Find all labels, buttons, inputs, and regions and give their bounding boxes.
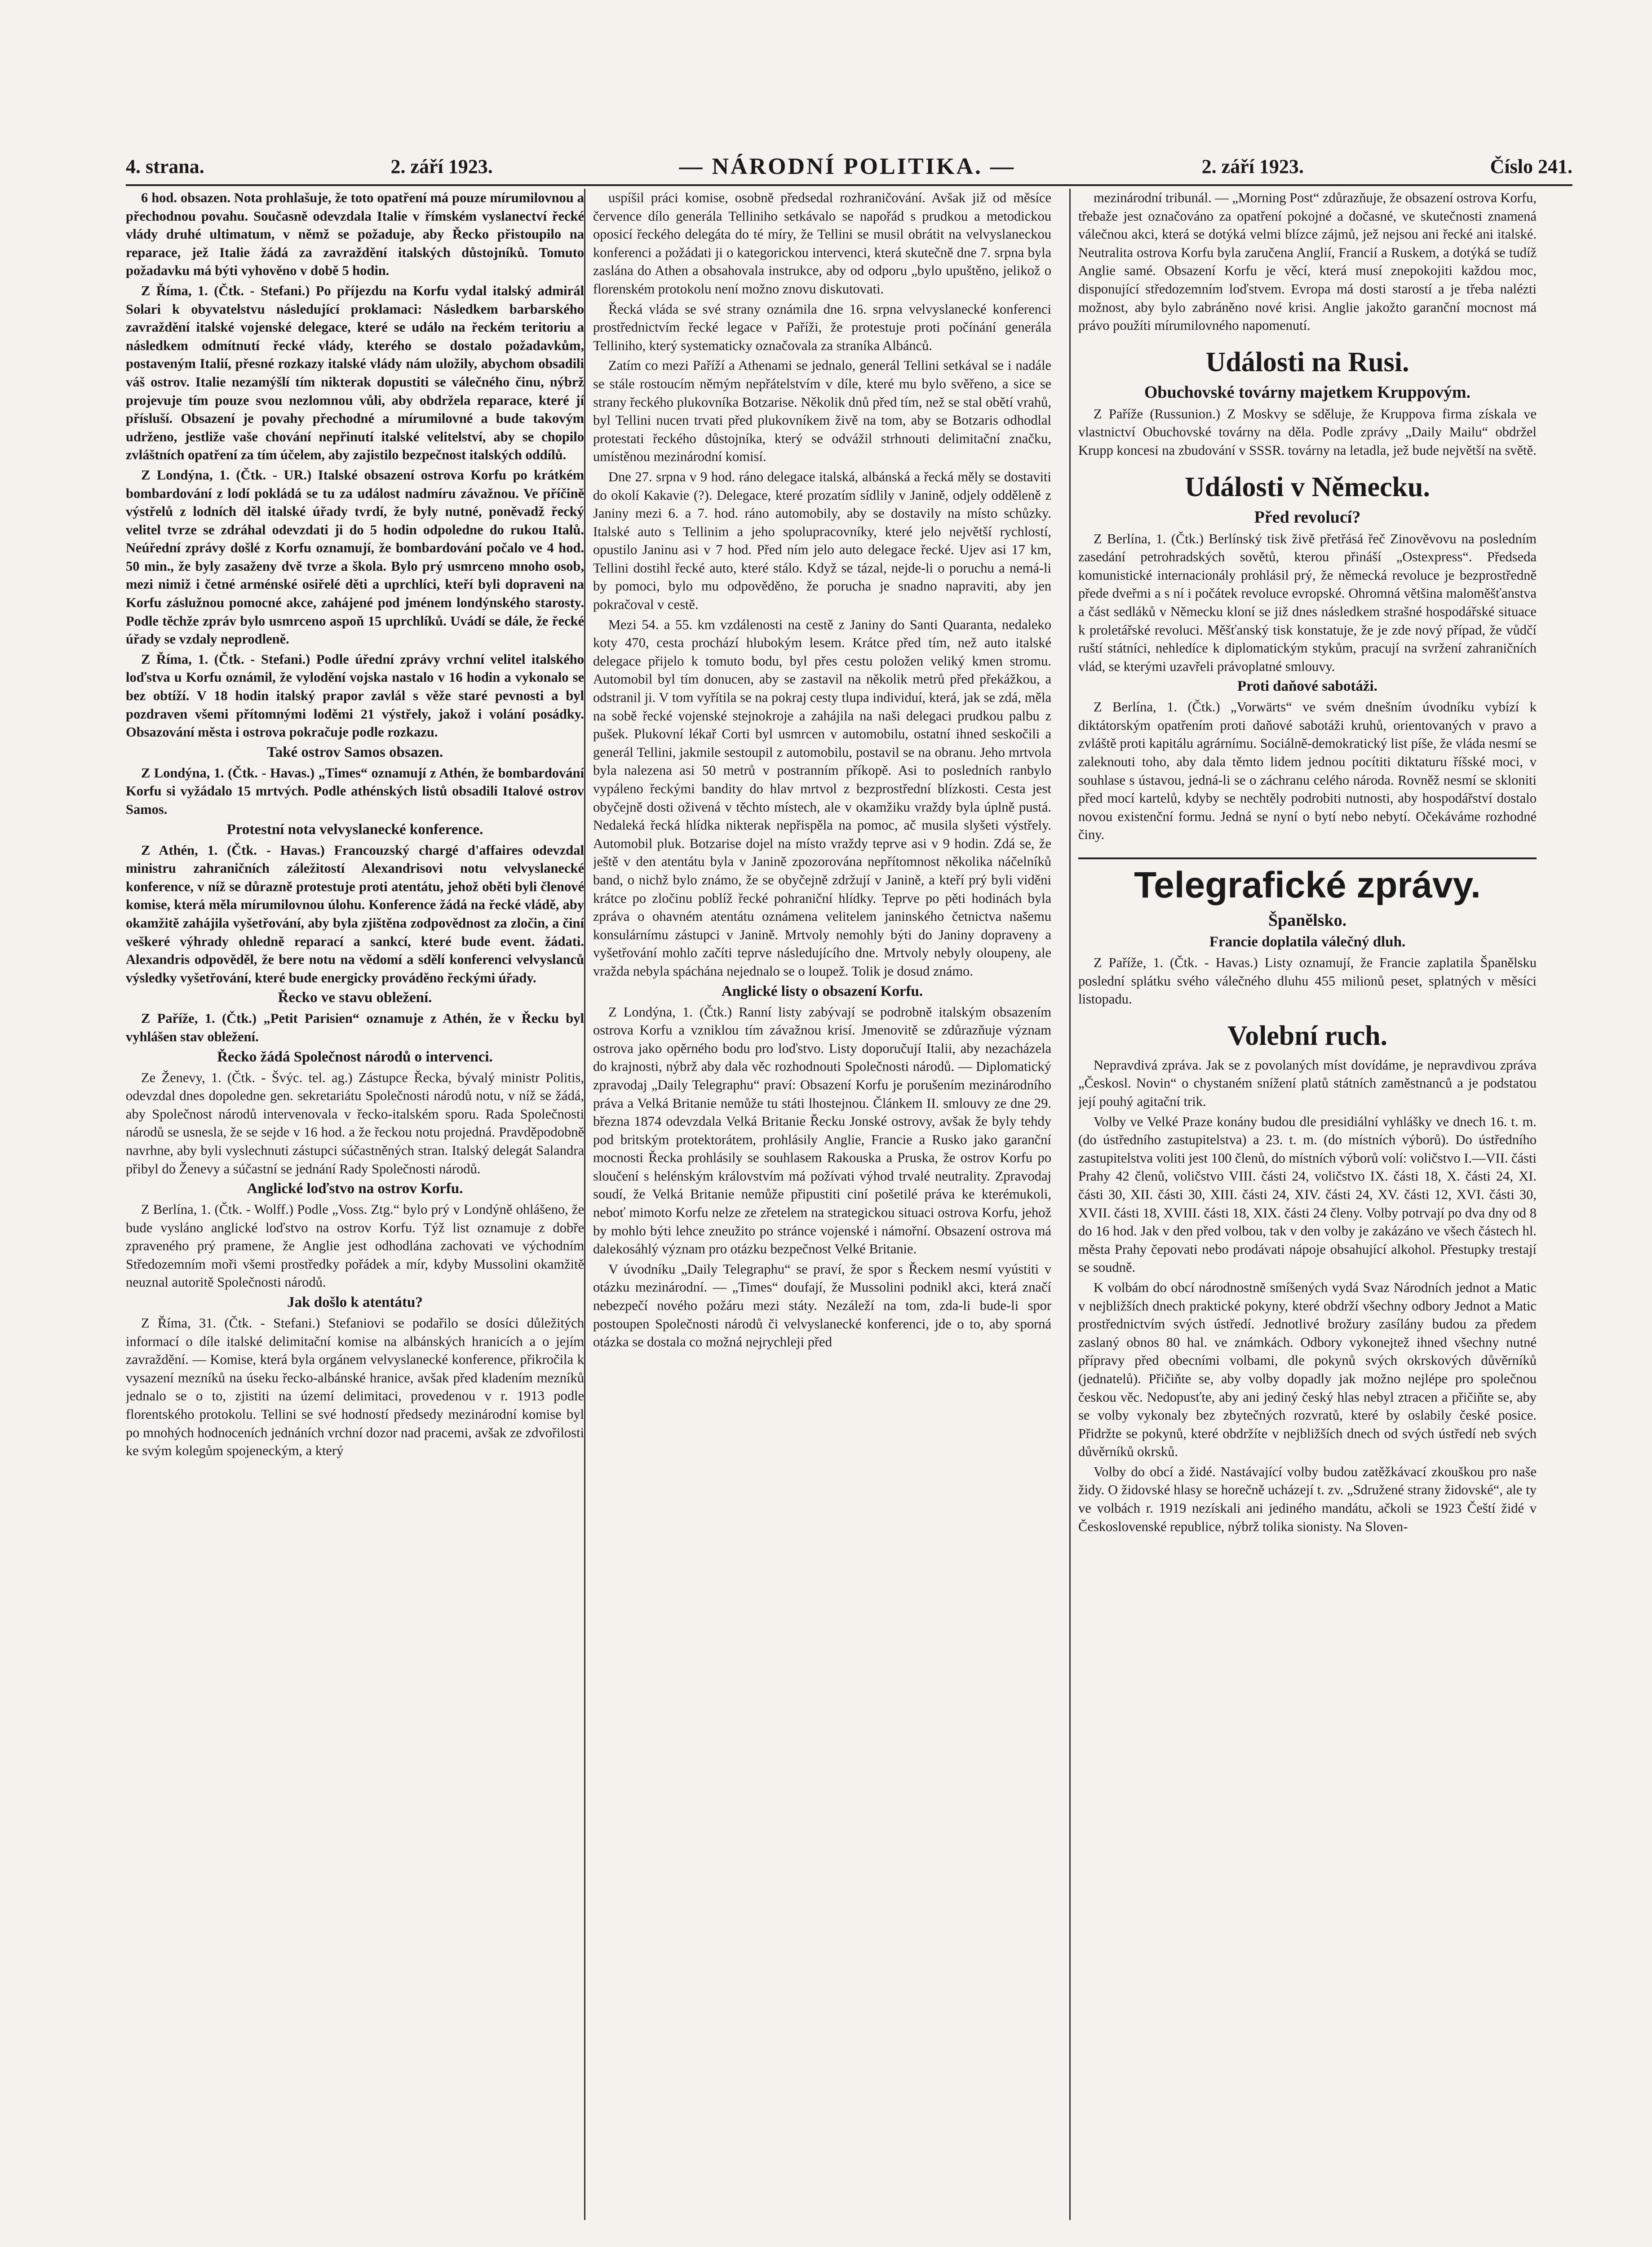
headline: Obuchovské továrny majetkem Kruppovým. bbox=[1144, 382, 1471, 402]
header-date-right: 2. září 1923. bbox=[1201, 155, 1304, 178]
column-1 bbox=[126, 189, 584, 2220]
page-number: 4. strana. bbox=[126, 155, 204, 178]
article-paragraph: Mezi 54. a 55. km vzdálenosti na cestě z Janiny do Santi Quaranta, nedaleko koty 470, cesta prochází hlubokým lesem. Krátce před tím, než auto italské delegace přijelo k tomuto bodu, byl přes cestu položen veliký kmen stromu. Automobil byl tím donucen, aby se zastavil na několik metrů před překážkou, a odstranil ji. V tom vyřítila se na pokraj cesty tlupa individuí, která, jak se zdá, měla na sobě řecké vojenské stejnokroje a zahájila na naši delegaci prudkou palbu z pušek. Plukovní lékař Corti byl usmrcen v automobilu, ostatní ihned seskočili a generál Tellini, jakmile sestoupil z automobilu, postavil se na obranu. Jeho mrtvola byla nalezena asi 50 metrů v postranním příkopě. Asi to posledních ranbylo vypáleno řeckými bandity do hlav mrtvol z bezprostřední blízkosti. Cesta jest obyčejně dosti oživená v těchto místech, ale v okamžiku vraždy byla úplně pustá. Nedaleká řecká hlídka nikterak nepřispěla na pomoc, ač musila slyšeti výstřely. Automobil pluk. Botzarise dojel na místo vraždy teprve asi v 9 hodin. Zdá se, že ještě v den atentátu byla v Janině zpozorována nepřítomnost několika náčelníků band, o nichž bylo známo, že se obyčejně zdržují v Janině, a kteří prý byli viděni krátce po zločinu poblíž řecké pohraniční hlídky. Teprve po pěti hodinách byla zpráva o ohavném atentátu oznámena velitelem janinského četnictva našemu konsulárnímu zástupci v Janině. Mrtvoly nemohly býti do Janiny dopraveny a vyšetřování mohlo začíti teprve následujícího dne. Mrtvoly nebyly oloupeny, ale vražda nebyla spáchána nejednalo se o loupež. Tolik je dosud známo. bbox=[593, 617, 1051, 979]
article-paragraph: Z Berlína, 1. (Čtk. - Wolff.) Podle „Voss. Ztg.“ bylo prý v Londýně ohlášeno, že bude vysláno anglické loďstvo na ostrov Korfu. Týž list oznamuje z dobře zpraveného prý pramene, že Anglie jest odhodlána zachovati ve východním Středozemním moři všemi prostředky pořádek a mír, kdyby Mussolini okamžitě neuznal autoritě Společnosti národů. bbox=[126, 1202, 584, 1290]
article-paragraph: Volby do obcí a židé. Nastávající volby budou zatěžkávací zkouškou pro naše židy. O židovské hlasy se horečně ucházejí t. zv. „Sdružené strany židovské“, ale ty ve volbách r. 1919 nezískali ani jediného mandátu, ačkoli se 1923 Čeští židé v Československé republice, nýbrž tolika sionisty. Na Sloven- bbox=[1078, 1464, 1537, 1534]
headline: Jak došlo k atentátu? bbox=[287, 1294, 423, 1311]
issue-number: Číslo 241. bbox=[1490, 155, 1572, 178]
headline: Také ostrov Samos obsazen. bbox=[266, 744, 443, 760]
article-paragraph: Z Paříže (Russunion.) Z Moskvy se sděluje, že Kruppova firma získala ve vlastnictví Obuchovské továrny na děla. Podle zprávy „Daily Mailu“ obdržel Krupp koncesi na zbudování v SSSR. továrny na letadla, jež bude největší na světě. bbox=[1078, 406, 1537, 458]
article-paragraph: Volby ve Velké Praze konány budou dle presidiální vyhlášky ve dnech 16. t. m. (do ústředního zastupitelstva) a 23. t. m. (do místních výborů). Do ústředního zastupitelstva voliti jest 100 členů, do místních výborů volí: voličstvo I.—VII. části Prahy 42 členů, voličstvo VIII. části 24, voličstvo IX. části 18, X. části 24, XI. části 30, XII. části 30, XIII. části 24, XIV. části 24, XV. části 12, XVI. části 30, XVII. části 18, XVIII. části 18, XIX. části 24 členy. Volby potrvají po dva dny od 8 do 16 hod. Jak v den před volbou, tak v den volby je zakázáno ve všech částech hl. města Prahy čepovati nebo prodávati nápoje obsahující alkohol. Přestupky trestají se soudně. bbox=[1078, 1114, 1537, 1275]
header-date-left: 2. září 1923. bbox=[390, 155, 493, 178]
page-header bbox=[126, 148, 1572, 186]
headline: Před revolucí? bbox=[1254, 507, 1361, 527]
article-paragraph: Ze Ženevy, 1. (Čtk. - Švýc. tel. ag.) Zástupce Řecka, bývalý ministr Politis, odevzdal dnes dopoledne gen. sekretariátu Společnosti národů notu, v níž se žádá, aby Společnost národů intervenovala v řecko-italském sporu. Rada Společnosti národů se usnesla, že se sejde v 16 hod. a že řeckou notu projedná. Pravděpodobně navrhne, aby byli vyslechnuti zástupci súčastněných stran. Italský delegát Salandra přibyl do Ženevy a súčastní se jednání Rady Společnosti národů. bbox=[126, 1070, 584, 1177]
article-paragraph: Z Paříže, 1. (Čtk. - Havas.) Listy oznamují, že Francie zaplatila Španělsku poslední splátku svého válečného dluhu 455 milionů peset, splatných v měsíci listopadu. bbox=[1078, 955, 1537, 1007]
section-headline: Volební ruch. bbox=[1227, 1020, 1387, 1051]
article-paragraph: Z Berlína, 1. (Čtk.) „Vorwärts“ ve svém dnešním úvodníku vybízí k diktátorským opatřením proti daňové sabotáži kruhů, orientovaných v pravo a zvláště proti kapitálu agrárnímu. Sociálně-demokratický list píše, že vláda nesmí se zaleknouti toho, aby dala těmto lidem jednou pocítiti diktaturu říšské moci, v souhlase s ústavou, jedná-li se o záchranu celého národa. Rovněž nesmí se skloniti před mocí kartelů, kdyby se nechtěly podrobiti nutnosti, aby hospodářství dostalo novou existenční formu. Jedná se nyní o bytí nebo nebytí. Očekáváme rozhodné činy. bbox=[1078, 699, 1537, 843]
article-paragraph: Z Londýna, 1. (Čtk. - Havas.) „Times“ oznamují z Athén, že bombardování Korfu si vyžádalo 15 mrtvých. Podle athénských listů obsadili Italové ostrov Samos. bbox=[126, 765, 584, 817]
column-rule bbox=[1069, 189, 1071, 2220]
section-headline: Události na Rusi. bbox=[1205, 346, 1409, 377]
headline: Francie doplatila válečný dluh. bbox=[1209, 934, 1406, 950]
column-3 bbox=[1078, 189, 1537, 2220]
article-paragraph: Z Athén, 1. (Čtk. - Havas.) Francouzský chargé d'affaires odevzdal ministru zahraničních záležitostí Alexandrisovi notu velvyslanecké konference, v níž se důrazně protestuje proti atentátu, jehož oběti byli členové komise, která měla mírumilovnou úlohu. Konference žádá na řecké vládě, aby okamžitě zahájila vyšetřování, aby byla zjištěna zodpovědnost za zločin, a činí veškeré výhrady ohledně reparací a sankcí, které bude event. žádati. Alexandris odpověděl, že bere notu na vědomí a sdělí konferenci velvyslanců výsledky vyšetřování, které bude energicky prováděno řeckými úřady. bbox=[126, 842, 584, 986]
column-rule bbox=[584, 189, 585, 2220]
headline: Španělsko. bbox=[1268, 911, 1347, 930]
article-paragraph: Z Říma, 1. (Čtk. - Stefani.) Podle úřední zprávy vrchní velitel italského loďstva u Korfu oznámil, že vylodění vojska nastalo v 16 hodin a vykonalo se bez obtíží. V 18 hodin italský prapor zavlál s věže staré pevnosti a byl pozdraven všemi přítomnými loděmi 21 výstřely, jakož i volání posádky. Obsazování města i ostrova pokračuje podle rozkazu. bbox=[126, 651, 584, 740]
article-paragraph: V úvodníku „Daily Telegraphu“ se praví, že spor s Řeckem nesmí vyústiti v otázku mezinárodní. — „Times“ doufají, že Mussolini podnikl akci, která značí nebezpečí nového požáru mezi státy. Nezáleží na tom, zda-li bude-li spor postoupen Společnosti národů či velvyslanecké konferenci, jde o to, aby sporná otázka se dostala co možná nejrychleji před bbox=[593, 1261, 1051, 1350]
headline: Proti daňové sabotáži. bbox=[1237, 678, 1377, 695]
article-paragraph: Řecká vláda se své strany oznámila dne 16. srpna velvyslanecké konferenci prostřednictvím řecké legace v Paříži, že protestuje proti počínání generála Telliniho, který systematicky označovala za straníka Albánců. bbox=[593, 301, 1051, 353]
headline: Řecko žádá Společnost národů o intervenci. bbox=[217, 1048, 493, 1065]
column-2 bbox=[593, 189, 1051, 2220]
article-paragraph: K volbám do obcí národnostně smíšených vydá Svaz Národních jednot a Matic v nejbližších dnech praktické pokyny, které obdrží všechny odbory Jednot a Matic prostřednictvím svých ústředí. Jednotlivé brožury zasílány budou za předem zaslaný obnos 80 hal. ve známkách. Odbory vykonejtež ihned všechny nutné přípravy před obecními volbami, dle pokynů svých okrskových důvěrníků (jednatelů). Přičiňte se, aby volby dopadly jak možno nejlépe pro společnou českou věc. Nedopusťte, aby ani jediný český hlas nebyl ztracen a přičiňte se, aby se volby vykonaly bez zbytečných rozvratů, které by oslabily české posice. Přidržte se pokynů, které obdržíte v nejbližších dnech od svých ústředí neb svých důvěrníků okrsků. bbox=[1078, 1279, 1537, 1460]
article-paragraph: mezinárodní tribunál. — „Morning Post“ zdůrazňuje, že obsazení ostrova Korfu, třebaže jest označováno za opatření pokojné a dočasné, ve skutečnosti znamená válečnou akci, která se dotýká velmi blízce zájmů, jež nejsou ani řecké ani italské. Neutralita ostrova Korfu byla zaručena Anglií, Francií a Ruskem, a dotýká se tudíž Anglie samé. Obsazení Korfu je věcí, která musí znepokojiti každou moc, disponující středozemním loďstvem. Evropa má dosti starostí a je třeba nalézti možnost, aby bylo zabráněno nové krisi. Anglie jakožto garanční mocnost má právo použíti mírumilovného napomenutí. bbox=[1078, 190, 1537, 333]
article-paragraph: Z Berlína, 1. (Čtk.) Berlínský tisk živě přetřásá řeč Zinověvovu na posledním zasedání petrohradských sovětů, kterou přináší „Ostexpress“. Předseda komunistické internacionály prohlásil prý, že německá revoluce je bezprostředně přede dveřmi a s ní i počátek revoluce evropské. Ohromná většina maloměšťanstva a část sedláků v Německu kloní se již dnes následkem strašné hospodářské situace k proletářské revoluci. Měšťanský tisk konstatuje, že je zde nový případ, že vůdčí ruští státníci, nehledíce k diplomatickým stykům, pracují na svržení zahraničních vlád, se kterými uzavřeli právoplatné smlouvy. bbox=[1078, 531, 1537, 674]
article-paragraph: Dne 27. srpna v 9 hod. ráno delegace italská, albánská a řecká měly se dostaviti do okolí Kakavie (?). Delegace, které prozatím sídlily v Janině, odjely odděleně z Janiny mezi 6. a 7. hod. ráno automobily, aby se dostavily na místo schůzky. Italské auto s Tellinim a jeho spolupracovníky, které jelo největší rychlostí, opustilo Janinu asi v 7 hod. Před ním jelo auto delegace řecké. Ujev asi 17 km, Tellini dostihl řecké auto, které stálo. Když se tázal, nejde-li o poruchu a nemá-li by pomoci, bylo mu odpověděno, že porucha je snadno napraviti, aby jen pokračoval v cestě. bbox=[593, 469, 1051, 613]
headline: Anglické loďstvo na ostrov Korfu. bbox=[247, 1181, 463, 1197]
headline: Anglické listy o obsazení Korfu. bbox=[721, 983, 923, 999]
article-paragraph: Z Říma, 31. (Čtk. - Stefani.) Stefaniovi se podařilo se dosíci důležitých informací o díle italské delimitační komise na albánských hranicích a o jejím zavraždění. — Komise, která byla orgánem velvyslanecké konference, přikročila k vysazení mezníků na úseku řecko-albánské hranice, avšak před kladením mezníků jednalo se o to, zjistiti na území delimitaci, provedenou v r. 1913 podle florentského protokolu. Tellini se své hodností předsedy mezinárodní komise byl po mnohých hodnoceních jednáních vrchní dozor nad pracemi, avšak ze zdvořilosti ke svým kolegům spojeneckým, a který bbox=[126, 1315, 584, 1459]
masthead: — NÁRODNÍ POLITIKA. — bbox=[679, 153, 1015, 179]
section-headline: Události v Německu. bbox=[1185, 471, 1430, 502]
article-paragraph: uspíšil práci komise, osobně předsedal rozhraničování. Avšak již od měsíce července dílo generála Telliniho setkávalo se napořád s prudkou a metodickou oposicí řeckého delegáta do té míry, že Tellini se musil obrátit na velvyslaneckou konferenci a požádati ji o kategorickou intervenci, která skutečně dne 7. srpna byla zaslána do Athen a obsahovala instrukce, aby od odporu „bylo upuštěno, jelikož o florenském protokolu není možno znovu diskutovati. bbox=[593, 190, 1051, 297]
article-paragraph: Z Londýna, 1. (Čtk.) Ranní listy zabývají se podrobně italským obsazením ostrova Korfu a vzniklou tím závažnou krisí. Jmenovitě se zdůrazňuje význam ostrova jako opěrného bodu pro loďstvo. Listy doporučují Italii, aby nezacházela do krajnosti, nýbrž aby dala věc rozhodnouti Společnosti národů. — Diplomatický zpravodaj „Daily Telegraphu“ praví: Obsazení Korfu je porušením mezinárodního práva a Velká Britanie nemůže tu státi lhostejnou. Článkem II. smlouvy ze dne 29. března 1874 odevzdala Velká Britanie Řecku Jonské ostrovy, avšak že byly tehdy pod britským protektorátem, prohlásily Anglie, Francie a Rusko jako garanční mocnosti Řecka prohlásily se souhlasem Rakouska a Pruska, že ostrov Korfu po sloučení s helénským královstvím má požívati výhod trvalé neutrality. Zpravodaj soudí, že Velká Britanie nemůže připustiti ciní pošetilé práva ke kterémukoli, neboť mimoto Korfu nelze ze zřetelem na strategickou situaci ostrova Korfu, jehož by mohlo býti lehce zneužito po stránce vojenské i námořní. Obsazení ostrova má dalekosáhlý význam pro otázku bezpečnost Velké Britanie. bbox=[593, 1004, 1051, 1257]
article-paragraph: Z Londýna, 1. (Čtk. - UR.) Italské obsazení ostrova Korfu po krátkém bombardování z lodí pokládá se tu za událost nadmíru závažnou. Ve příčině výstřelů z lodních děl italské úřady tvrdí, že byly nutné, poněvadž řecký velitel tvrze se zdráhal odevzdati ji do 5 hodin odpoledne do rukou Italů. Neúřední zprávy došlé z Korfu oznamují, že bombardování počalo ve 4 hod. 50 min., že byly zasaženy dvě tvrze a škola. Bylo prý usmrceno mnoho osob, mezi nimiž i četné arménské osiřelé děti a uprchlíci, kteří byli dopraveni na Korfu záslužnou pomocné akce, zahájené pod jménem londýnského starosty. Podle těchže zpráv bylo usmrceno aspoň 15 uprchlíků. Uvádí se dále, že řecké úřady se vzdaly neprodleně. bbox=[126, 467, 584, 647]
article-paragraph: 6 hod. obsazen. Nota prohlašuje, že toto opatření má pouze mírumilovnou a přechodnou povahu. Současně odevzdala Italie v římském vyslanectví řecké vlády druhé ultimatum, v němž se požaduje, aby Řecko přistoupilo na reparace, jež Italie žádá za zavraždění italských důstojníků. Tomuto požadavku má býti vyhověno v době 5 hodin. bbox=[126, 190, 584, 279]
article-paragraph: Z Říma, 1. (Čtk. - Stefani.) Po příjezdu na Korfu vydal italský admirál Solari k obyvatelstvu následující proklamaci: Následkem barbarského zavraždění italské vojenské delegace, které se událo na řeckém teritoriu a následkem odmítnutí řecké vlády, kterého se dostalo požadavkům, postaveným Italií, přesné rozkazy italské vlády nám uložily, abychom obsadili váš ostrov. Italie nezamýšlí tím nikterak dopustiti se válečného činu, nýbrž projevuje tím pouze svou nezlomnou vůli, aby obdržela reparace, které jí přísluší. Obsazení je povahy přechodné a mírumilovné a bude takovým udrženo, jestliže vaše chování nepřinutí italské velitelství, aby se chopilo zvláštních opatření za tím účelem, aby zajistilo bezpečnost italských oddílů. bbox=[126, 283, 584, 463]
article-paragraph: Zatím co mezi Paříží a Athenami se jednalo, generál Tellini setkával se i nadále se stále rostoucím němým nepřátelstvím v díle, které mu bylo svěřeno, a sice se strany řeckého plukovníka Botzarise. Několik dnů před tím, než se stal obětí vrahů, byl Tellini nucen trvati před plukovníkem živě na tom, aby se Botzaris odhodlal protestati řeckého důstojníka, který se odvážil strhnouti delimitační značku, umístěnou mezinárodní komisí. bbox=[593, 358, 1051, 465]
section-headline: Telegrafické zprávy. bbox=[1078, 857, 1537, 906]
headline: Protestní nota velvyslanecké konference. bbox=[226, 821, 483, 838]
article-paragraph: Z Paříže, 1. (Čtk.) „Petit Parisien“ oznamuje z Athén, že v Řecku byl vyhlášen stav obležení. bbox=[126, 1011, 584, 1044]
headline: Řecko ve stavu obležení. bbox=[278, 990, 432, 1006]
article-paragraph: Nepravdivá zpráva. Jak se z povolaných míst dovídáme, je nepravdivou zpráva „Českosl. Novin“ o chystaném snížení platů státních zaměstnanců a je podstatou její pouhý agitační trik. bbox=[1078, 1057, 1537, 1109]
